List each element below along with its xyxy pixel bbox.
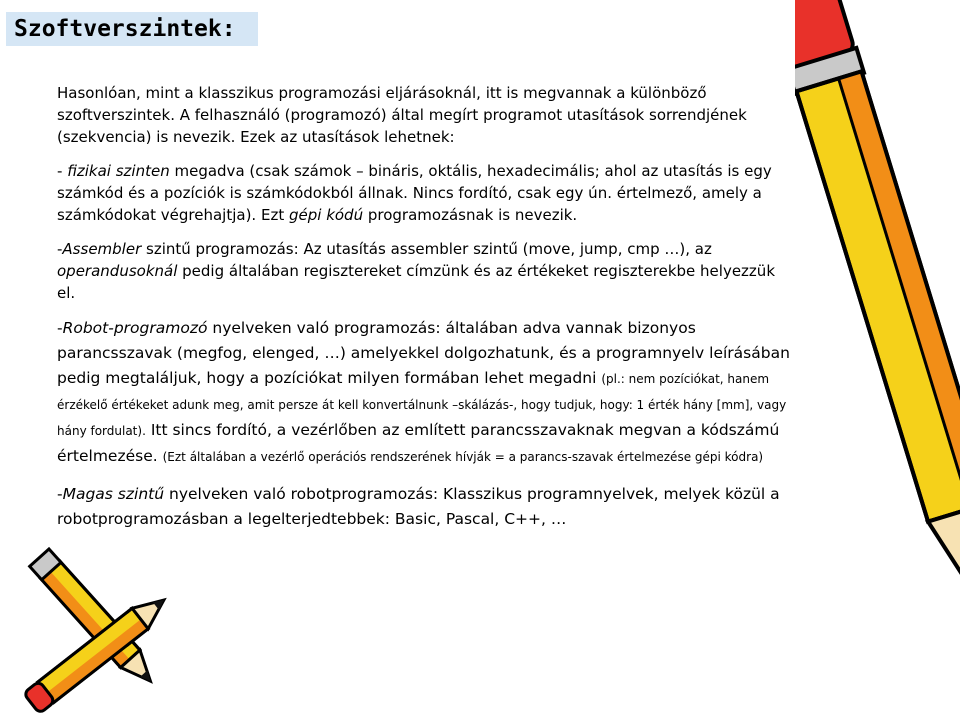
intro-paragraph: Hasonlóan, mint a klasszikus programozási eljárásoknál, itt is megvannak a különböző szoftverszintek. A felhasználó (programozó) által megírt programot utasítások sorrendjének (szekvencia) is nevezik. Ezek az utasítások lehetnek: bbox=[57, 84, 747, 146]
term-high-level: Magas szintű bbox=[62, 485, 165, 503]
bullet-dash: - bbox=[57, 162, 68, 180]
term-physical: fizikai szinten bbox=[67, 162, 170, 180]
high-level-text: nyelveken való robotprogramozás: Klasszikus programnyelvek, melyek közül a robotprogramozásban a legelterjedtebbek: Basic, Pascal, C++, … bbox=[57, 485, 780, 528]
high-level-paragraph bbox=[57, 482, 792, 532]
page-title: Szoftverszintek: bbox=[14, 16, 236, 42]
term-assembler: Assembler bbox=[62, 240, 142, 258]
assembler-text-end: pedig általában regisztereket címzünk és az értékeket regiszterekbe helyezzük el. bbox=[57, 262, 776, 302]
term-robot-programmer: Robot-programozó bbox=[62, 319, 208, 337]
pencils-clipart-left bbox=[0, 540, 190, 720]
term-machine-code: gépi kódú bbox=[288, 206, 364, 224]
body-text bbox=[57, 82, 792, 544]
robot-note-1: (pl.: nem pozíciókat, hanem érzékelő értékeket adunk meg, amit persze át kell konvertálnunk –skálázás-, hogy tudjuk, hogy: 1 érték hány [mm], vagy hány fordulat). bbox=[57, 372, 787, 438]
pencil-clipart-right bbox=[795, 0, 960, 720]
term-operands: operandusoknál bbox=[57, 262, 178, 280]
robot-note-2: (Ezt általában a vezérlő operációs rendszerének hívják = a parancs-szavak értelmezése gépi kódra) bbox=[162, 450, 764, 464]
robot-text-2: Itt sincs fordító, a vezérlőben az említett parancsszavaknak megvan a kódszámú értelmezése. bbox=[57, 421, 780, 465]
physical-level-paragraph bbox=[57, 160, 792, 226]
assembler-text: szintű programozás: Az utasítás assembler szintű (move, jump, cmp …), az bbox=[141, 240, 712, 258]
bullet-dash: - bbox=[57, 485, 63, 503]
physical-text: megadva (csak számok – bináris, oktális, hexadecimális; ahol az utasítás is egy számkód és a pozíciók is számkódokból állnak. Nincs fordító, csak egy ún. értelmező, amely a számkódokat végrehajtja). Ezt bbox=[57, 162, 772, 224]
assembler-paragraph bbox=[57, 238, 792, 304]
bullet-dash: - bbox=[57, 319, 63, 337]
robot-language-paragraph bbox=[57, 316, 792, 470]
physical-text-end: programozásnak is nevezik. bbox=[363, 206, 578, 224]
robot-text: nyelveken való programozás: általában adva vannak bizonyos parancsszavak (megfog, elenged, …) amelyekkel dolgozhatunk, és a programnyelv leírásában pedig megtaláljuk, hogy a pozíciókat milyen formában lehet megadni bbox=[57, 319, 790, 387]
bullet-dash: - bbox=[57, 240, 63, 258]
